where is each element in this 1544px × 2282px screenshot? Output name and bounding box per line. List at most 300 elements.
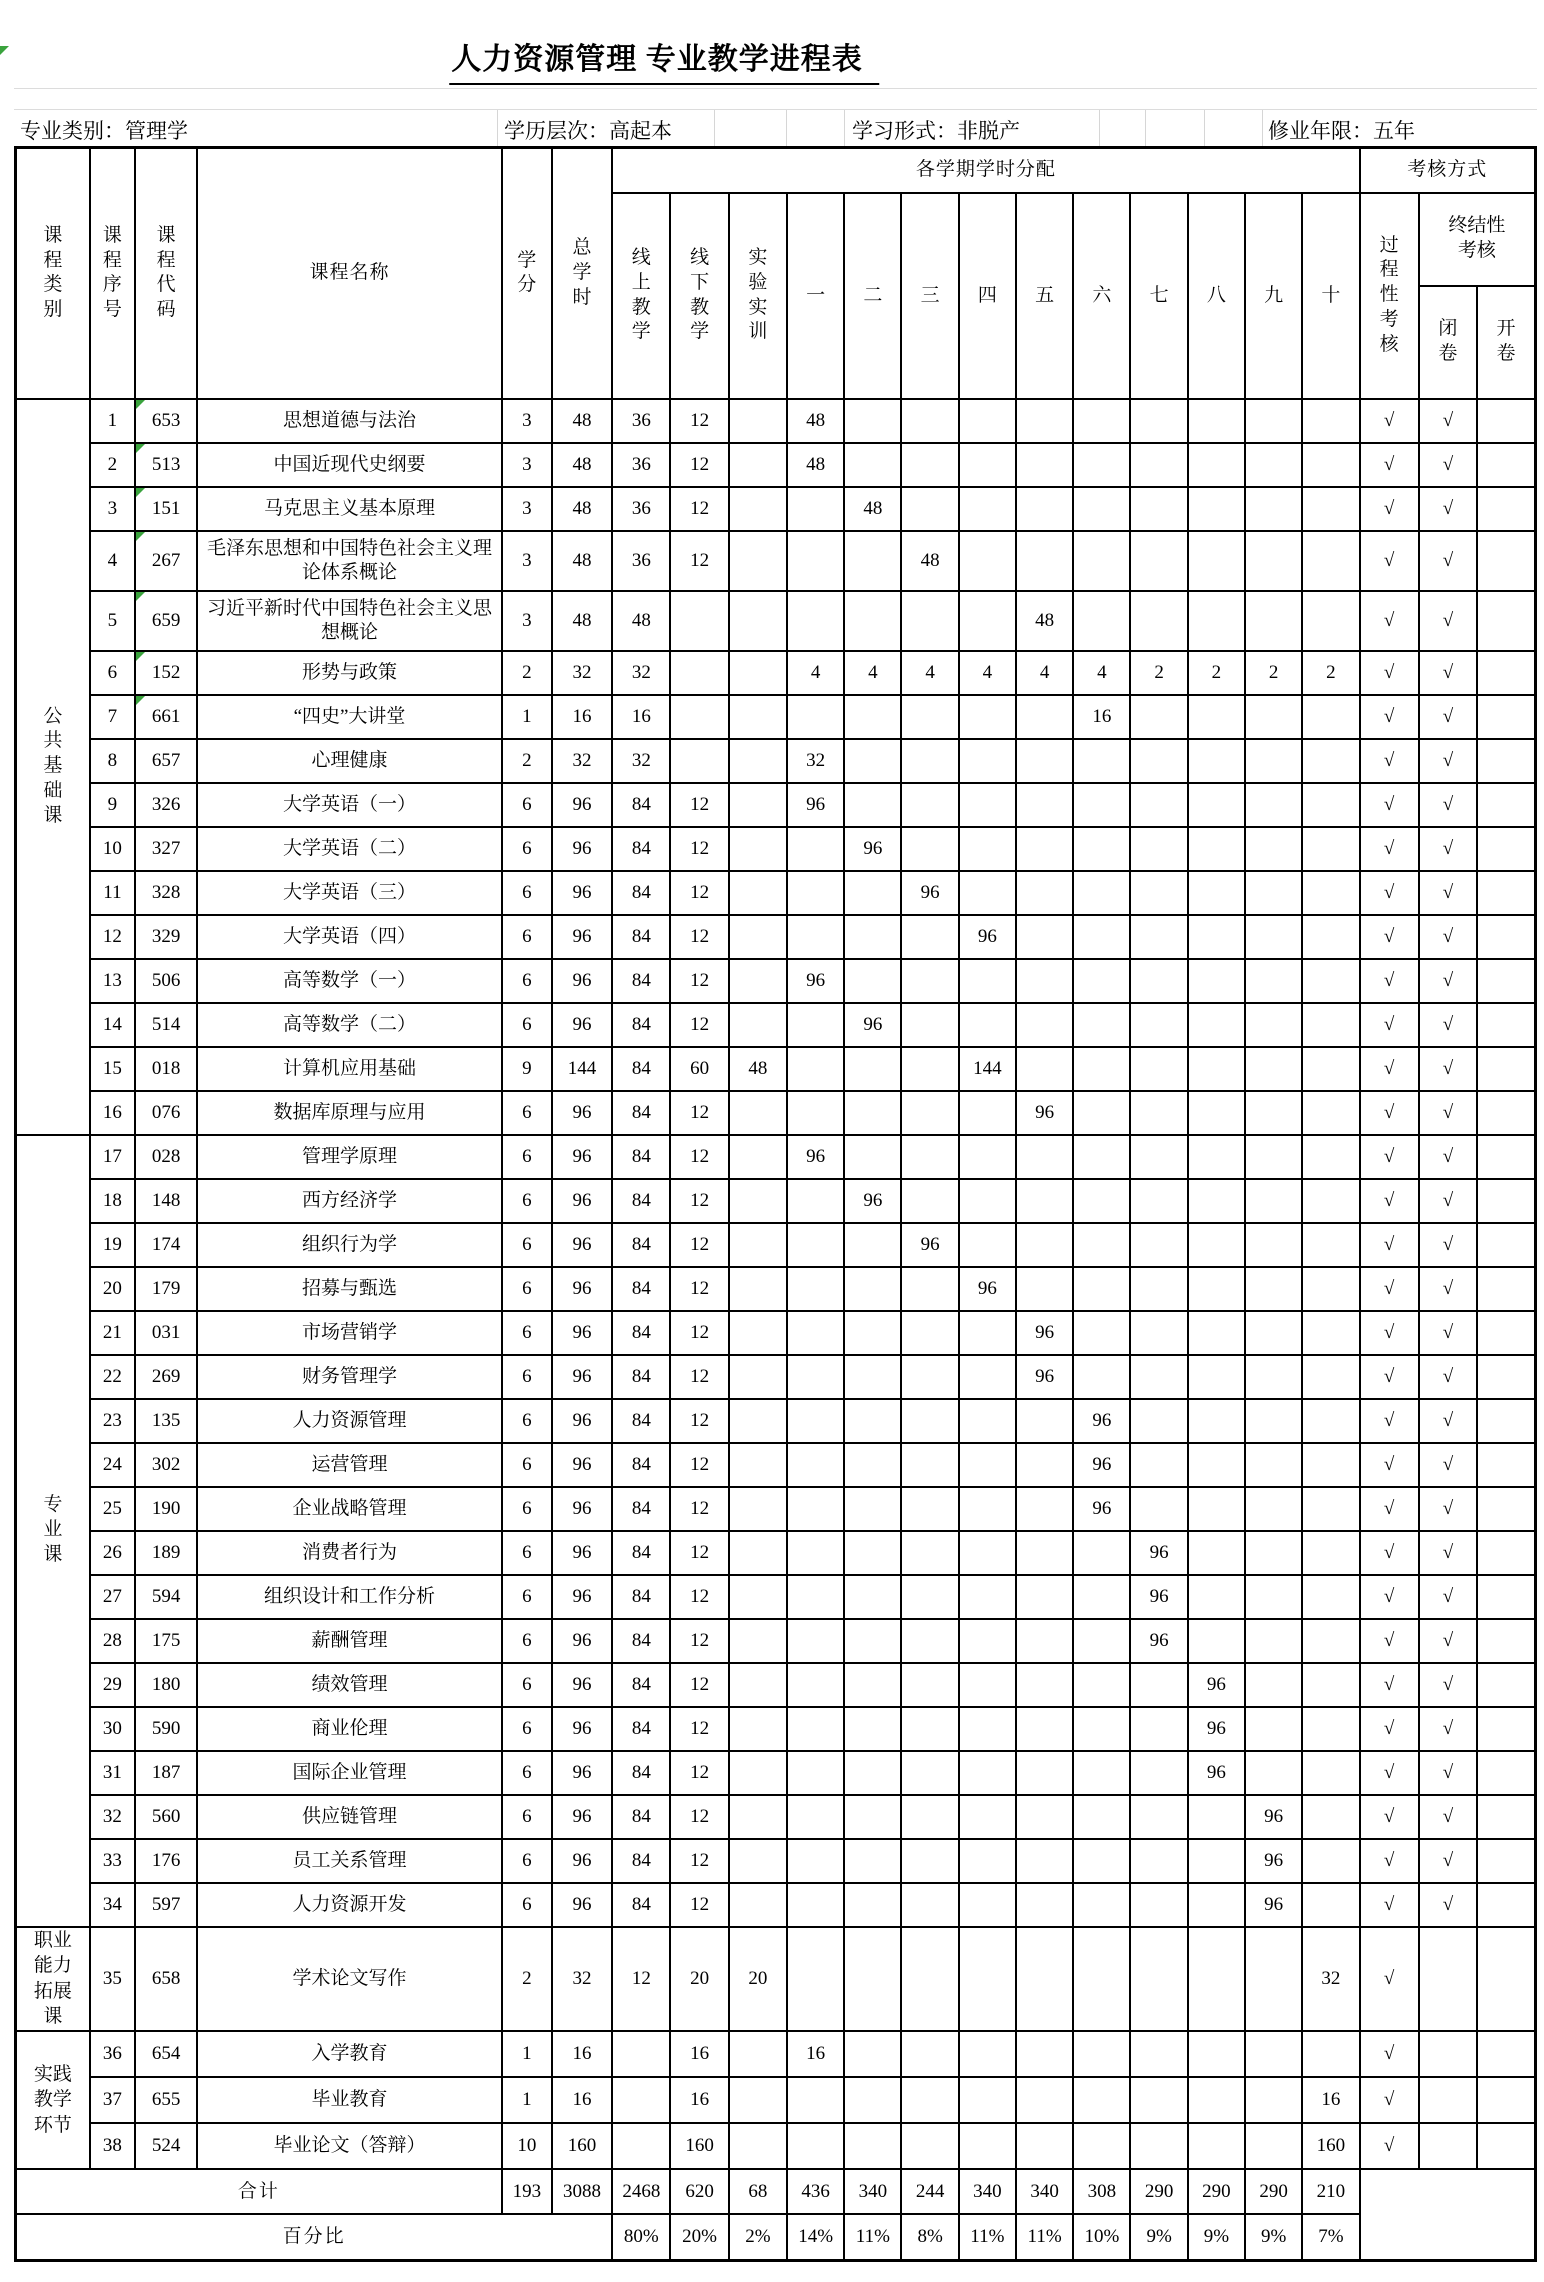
open-book-check-cell bbox=[1477, 1663, 1535, 1707]
semester-hours-cell bbox=[1245, 1751, 1302, 1795]
semester-hours-cell bbox=[959, 1487, 1016, 1531]
semester-hours-cell: 96 bbox=[844, 1003, 901, 1047]
semester-hours-cell bbox=[901, 1839, 958, 1883]
semester-hours-cell bbox=[787, 1927, 844, 2032]
closed-book-check-cell: √ bbox=[1419, 1399, 1477, 1443]
semester-hours-cell bbox=[787, 1355, 844, 1399]
process-check-cell: √ bbox=[1360, 959, 1419, 1003]
semester-hours-cell bbox=[959, 2123, 1016, 2169]
title-row bbox=[14, 10, 1537, 88]
process-check-cell: √ bbox=[1360, 1707, 1419, 1751]
semester-hours-cell bbox=[959, 1575, 1016, 1619]
credits-cell: 6 bbox=[502, 827, 552, 871]
course-name-cell: 员工关系管理 bbox=[197, 1839, 501, 1883]
open-book-check-cell bbox=[1477, 443, 1535, 487]
table-row bbox=[16, 1575, 1536, 1619]
online-hours-cell: 84 bbox=[612, 1179, 670, 1223]
semester-hours-cell bbox=[1302, 1751, 1359, 1795]
credits-cell: 6 bbox=[502, 1619, 552, 1663]
table-row bbox=[16, 1267, 1536, 1311]
semester-hours-cell bbox=[1073, 1135, 1130, 1179]
course-code-cell bbox=[135, 1355, 197, 1399]
semester-hours-cell bbox=[787, 1267, 844, 1311]
process-check-cell: √ bbox=[1360, 1443, 1419, 1487]
grid-line bbox=[1262, 110, 1263, 146]
table-row bbox=[16, 1927, 1536, 2032]
semester-hours-cell bbox=[1130, 1003, 1187, 1047]
course-code-cell bbox=[135, 1619, 197, 1663]
semester-hours-cell bbox=[1188, 915, 1245, 959]
total-hours-cell: 32 bbox=[552, 1927, 612, 2032]
total-hours-cell: 32 bbox=[552, 739, 612, 783]
course-code: 179 bbox=[151, 1277, 181, 1299]
course-name-cell: 心理健康 bbox=[197, 739, 501, 783]
process-check-cell: √ bbox=[1360, 1927, 1419, 2032]
table-row bbox=[16, 1531, 1536, 1575]
semester-hours-cell bbox=[787, 1531, 844, 1575]
lab-hours-cell bbox=[729, 959, 787, 1003]
course-seq-cell: 36 bbox=[90, 2031, 135, 2077]
process-check-cell: √ bbox=[1360, 1663, 1419, 1707]
online-hours-cell bbox=[612, 2077, 670, 2123]
semester-hours-cell bbox=[1302, 871, 1359, 915]
semester-hours-cell bbox=[844, 871, 901, 915]
open-book-check-cell bbox=[1477, 1223, 1535, 1267]
process-check-cell: √ bbox=[1360, 1091, 1419, 1135]
course-category-label: 专业课 bbox=[43, 1494, 63, 1565]
course-code: 175 bbox=[151, 1629, 181, 1651]
process-check-cell: √ bbox=[1360, 1399, 1419, 1443]
semester-hours-cell: 96 bbox=[1073, 1443, 1130, 1487]
semester-hours-cell bbox=[959, 2031, 1016, 2077]
open-book-check-cell bbox=[1477, 1927, 1535, 2032]
course-seq-cell: 15 bbox=[90, 1047, 135, 1091]
closed-book-check-cell: √ bbox=[1419, 783, 1477, 827]
semester-hours-cell bbox=[1245, 1047, 1302, 1091]
process-check-cell: √ bbox=[1360, 443, 1419, 487]
grid-line bbox=[497, 110, 498, 146]
semester-hours-cell bbox=[901, 1179, 958, 1223]
course-code: 327 bbox=[151, 837, 181, 859]
semester-hours-cell: 96 bbox=[1188, 1707, 1245, 1751]
lab-hours-cell bbox=[729, 1531, 787, 1575]
total-hours-cell: 96 bbox=[552, 1839, 612, 1883]
online-hours-cell: 84 bbox=[612, 1487, 670, 1531]
process-check-cell: √ bbox=[1360, 783, 1419, 827]
col-header-process-assessment: 过程性考核 bbox=[1360, 193, 1419, 399]
total-hours-cell: 96 bbox=[552, 1795, 612, 1839]
cell-flag-icon bbox=[136, 532, 145, 541]
course-code: 590 bbox=[151, 1717, 181, 1739]
semester-hours-cell: 96 bbox=[1188, 1663, 1245, 1707]
semester-hours-cell bbox=[1188, 1795, 1245, 1839]
course-code: 654 bbox=[151, 2043, 181, 2065]
semester-hours-cell bbox=[959, 1663, 1016, 1707]
course-code: 514 bbox=[151, 1013, 181, 1035]
semester-hours-cell bbox=[1245, 1399, 1302, 1443]
closed-book-check-cell: √ bbox=[1419, 1355, 1477, 1399]
course-code-cell bbox=[135, 443, 197, 487]
lab-hours-cell bbox=[729, 827, 787, 871]
credits-cell: 6 bbox=[502, 783, 552, 827]
semester-hours-cell bbox=[901, 1927, 958, 2032]
lab-hours-cell: 20 bbox=[729, 1927, 787, 2032]
course-code: 513 bbox=[151, 453, 181, 475]
course-name-cell: 学术论文写作 bbox=[197, 1927, 501, 2032]
credits-cell: 6 bbox=[502, 1399, 552, 1443]
semester-hours-cell bbox=[1302, 1267, 1359, 1311]
online-hours-cell: 36 bbox=[612, 531, 670, 591]
semester-hours-cell bbox=[1073, 1707, 1130, 1751]
credits-cell: 1 bbox=[502, 2031, 552, 2077]
semester-hours-cell: 48 bbox=[787, 399, 844, 443]
col-header-lab: 实验实训 bbox=[729, 193, 787, 399]
semester-hours-cell bbox=[1016, 1795, 1073, 1839]
open-book-check-cell bbox=[1477, 591, 1535, 651]
semester-hours-cell bbox=[1073, 443, 1130, 487]
semester-hours-cell bbox=[1130, 1311, 1187, 1355]
semester-hours-cell bbox=[1302, 1311, 1359, 1355]
semester-hours-cell bbox=[844, 1311, 901, 1355]
semester-hours-cell bbox=[1016, 1399, 1073, 1443]
semester-hours-cell bbox=[787, 1707, 844, 1751]
cell-flag-icon bbox=[136, 652, 145, 661]
semester-hours-cell bbox=[1302, 783, 1359, 827]
semester-hours-cell bbox=[1130, 2077, 1187, 2123]
course-code: 180 bbox=[151, 1673, 181, 1695]
percent-semester-cell: 8% bbox=[901, 2214, 958, 2260]
semester-hours-cell bbox=[844, 1795, 901, 1839]
semester-hours-cell bbox=[787, 2123, 844, 2169]
course-code: 326 bbox=[151, 793, 181, 815]
semester-hours-cell bbox=[787, 1575, 844, 1619]
semester-hours-cell: 48 bbox=[901, 531, 958, 591]
semester-hours-cell bbox=[787, 1619, 844, 1663]
course-code: 328 bbox=[151, 881, 181, 903]
semester-hours-cell bbox=[1130, 739, 1187, 783]
semester-hours-cell bbox=[1130, 1839, 1187, 1883]
semester-hours-cell bbox=[1302, 1531, 1359, 1575]
open-book-check-cell bbox=[1477, 1179, 1535, 1223]
course-code-cell bbox=[135, 487, 197, 531]
process-check-cell: √ bbox=[1360, 695, 1419, 739]
closed-book-check-cell: √ bbox=[1419, 739, 1477, 783]
online-hours-cell: 36 bbox=[612, 487, 670, 531]
semester-hours-cell bbox=[1302, 1707, 1359, 1751]
col-header-semester-2: 二 bbox=[844, 193, 901, 399]
semester-hours-cell bbox=[844, 1751, 901, 1795]
semester-hours-cell bbox=[1130, 827, 1187, 871]
total-hours-cell: 96 bbox=[552, 1883, 612, 1927]
semester-hours-cell bbox=[1302, 1839, 1359, 1883]
semester-hours-cell bbox=[844, 1355, 901, 1399]
cell-flag-icon bbox=[136, 400, 145, 409]
semester-hours-cell bbox=[787, 591, 844, 651]
info-degree-level: 学历层次：高起本 bbox=[504, 119, 672, 143]
course-seq-cell: 21 bbox=[90, 1311, 135, 1355]
semester-hours-cell bbox=[1016, 739, 1073, 783]
course-seq-cell: 22 bbox=[90, 1355, 135, 1399]
semester-hours-cell bbox=[901, 915, 958, 959]
semester-hours-cell bbox=[844, 1135, 901, 1179]
header-semester-group: 各学期学时分配 bbox=[612, 148, 1359, 193]
course-name-cell: 大学英语（四） bbox=[197, 915, 501, 959]
total-hours-cell: 48 bbox=[552, 531, 612, 591]
semester-hours-cell bbox=[1073, 2077, 1130, 2123]
semester-hours-cell bbox=[1073, 1003, 1130, 1047]
semester-hours-cell bbox=[1073, 591, 1130, 651]
offline-hours-cell: 12 bbox=[670, 399, 728, 443]
course-name-cell: 思想道德与法治 bbox=[197, 399, 501, 443]
semester-hours-cell bbox=[1073, 1267, 1130, 1311]
table-row bbox=[16, 2031, 1536, 2077]
semester-hours-cell bbox=[787, 1883, 844, 1927]
semester-hours-cell bbox=[844, 1839, 901, 1883]
course-name-cell: 高等数学（一） bbox=[197, 959, 501, 1003]
col-header-closed-book: 闭卷 bbox=[1419, 286, 1477, 399]
semester-hours-cell bbox=[901, 1619, 958, 1663]
semester-hours-cell bbox=[844, 2077, 901, 2123]
total-hours-cell: 96 bbox=[552, 871, 612, 915]
grid-line bbox=[714, 110, 715, 146]
course-code: 267 bbox=[151, 549, 181, 571]
total-hours-cell: 96 bbox=[552, 1575, 612, 1619]
offline-hours-cell: 12 bbox=[670, 871, 728, 915]
course-code: 659 bbox=[151, 609, 181, 631]
semester-hours-cell bbox=[1188, 1619, 1245, 1663]
open-book-check-cell bbox=[1477, 2123, 1535, 2169]
cell-flag-icon bbox=[0, 46, 9, 55]
semester-hours-cell bbox=[844, 1619, 901, 1663]
closed-book-check-cell: √ bbox=[1419, 1531, 1477, 1575]
semester-hours-cell bbox=[1188, 1443, 1245, 1487]
semester-hours-cell bbox=[1302, 1223, 1359, 1267]
semester-hours-cell bbox=[844, 1223, 901, 1267]
closed-book-check-cell: √ bbox=[1419, 1223, 1477, 1267]
online-hours-cell: 32 bbox=[612, 739, 670, 783]
semester-hours-cell bbox=[1245, 1003, 1302, 1047]
process-check-cell: √ bbox=[1360, 1751, 1419, 1795]
process-check-cell: √ bbox=[1360, 399, 1419, 443]
semester-hours-cell bbox=[959, 443, 1016, 487]
percent-semester-cell: 9% bbox=[1188, 2214, 1245, 2260]
semester-hours-cell bbox=[787, 1223, 844, 1267]
lab-hours-cell bbox=[729, 1795, 787, 1839]
course-code-cell bbox=[135, 1443, 197, 1487]
semester-hours-cell bbox=[1130, 915, 1187, 959]
percent-label-cell: 百分比 bbox=[16, 2214, 613, 2260]
lab-hours-cell bbox=[729, 1267, 787, 1311]
credits-cell: 10 bbox=[502, 2123, 552, 2169]
semester-hours-cell bbox=[1302, 1575, 1359, 1619]
open-book-check-cell bbox=[1477, 1619, 1535, 1663]
course-code: 148 bbox=[151, 1189, 181, 1211]
process-check-cell: √ bbox=[1360, 1003, 1419, 1047]
semester-hours-cell bbox=[1016, 487, 1073, 531]
semester-hours-cell: 16 bbox=[787, 2031, 844, 2077]
course-seq-cell: 8 bbox=[90, 739, 135, 783]
course-name-cell: 毕业论文（答辩） bbox=[197, 2123, 501, 2169]
table-row bbox=[16, 1355, 1536, 1399]
closed-book-check-cell: √ bbox=[1419, 1619, 1477, 1663]
offline-hours-cell: 12 bbox=[670, 1883, 728, 1927]
course-code-cell bbox=[135, 399, 197, 443]
open-book-check-cell bbox=[1477, 1839, 1535, 1883]
semester-hours-cell bbox=[1016, 1443, 1073, 1487]
semester-hours-cell bbox=[959, 1927, 1016, 2032]
offline-hours-cell: 12 bbox=[670, 1223, 728, 1267]
semester-hours-cell bbox=[1302, 487, 1359, 531]
credits-cell: 6 bbox=[502, 1443, 552, 1487]
process-check-cell: √ bbox=[1360, 2123, 1419, 2169]
semester-hours-cell bbox=[1016, 695, 1073, 739]
semester-hours-cell: 96 bbox=[1073, 1487, 1130, 1531]
semester-hours-cell bbox=[959, 1707, 1016, 1751]
offline-hours-cell: 16 bbox=[670, 2031, 728, 2077]
semester-hours-cell: 96 bbox=[1188, 1751, 1245, 1795]
course-name-cell: 马克思主义基本原理 bbox=[197, 487, 501, 531]
credits-cell: 6 bbox=[502, 915, 552, 959]
credits-cell: 1 bbox=[502, 2077, 552, 2123]
semester-hours-cell bbox=[1245, 1663, 1302, 1707]
semester-hours-cell bbox=[844, 1443, 901, 1487]
lab-hours-cell bbox=[729, 531, 787, 591]
course-code: 018 bbox=[151, 1057, 181, 1079]
semester-hours-cell: 4 bbox=[901, 651, 958, 695]
totals-semester-cell: 290 bbox=[1245, 2169, 1302, 2214]
course-code: 028 bbox=[151, 1145, 181, 1167]
total-hours-cell: 96 bbox=[552, 1443, 612, 1487]
online-hours-cell: 32 bbox=[612, 651, 670, 695]
lab-hours-cell bbox=[729, 1751, 787, 1795]
closed-book-check-cell: √ bbox=[1419, 1047, 1477, 1091]
course-seq-cell: 4 bbox=[90, 531, 135, 591]
semester-hours-cell bbox=[1016, 531, 1073, 591]
table-row bbox=[16, 959, 1536, 1003]
semester-hours-cell bbox=[1245, 1707, 1302, 1751]
semester-hours-cell bbox=[844, 739, 901, 783]
semester-hours-cell bbox=[1188, 1575, 1245, 1619]
open-book-check-cell bbox=[1477, 1135, 1535, 1179]
online-hours-cell bbox=[612, 2031, 670, 2077]
course-name-cell: 绩效管理 bbox=[197, 1663, 501, 1707]
percent-semester-cell: 10% bbox=[1073, 2214, 1130, 2260]
course-category-label: 实践教学环节 bbox=[33, 2063, 72, 2136]
lab-hours-cell bbox=[729, 1355, 787, 1399]
credits-cell: 6 bbox=[502, 1003, 552, 1047]
table-row bbox=[16, 783, 1536, 827]
course-name-cell: 组织行为学 bbox=[197, 1223, 501, 1267]
semester-hours-cell bbox=[1130, 1091, 1187, 1135]
semester-hours-cell bbox=[1302, 2031, 1359, 2077]
open-book-check-cell bbox=[1477, 1487, 1535, 1531]
semester-hours-cell bbox=[787, 1839, 844, 1883]
semester-hours-cell bbox=[1016, 1135, 1073, 1179]
course-code-cell bbox=[135, 871, 197, 915]
col-header-online: 线上教学 bbox=[612, 193, 670, 399]
percent-semester-cell: 7% bbox=[1302, 2214, 1359, 2260]
totals-offline-cell: 620 bbox=[670, 2169, 728, 2214]
semester-hours-cell bbox=[959, 827, 1016, 871]
semester-hours-cell bbox=[1016, 1707, 1073, 1751]
semester-hours-cell bbox=[1302, 959, 1359, 1003]
course-category-cell bbox=[16, 1135, 90, 1927]
lab-hours-cell bbox=[729, 1399, 787, 1443]
offline-hours-cell: 12 bbox=[670, 1839, 728, 1883]
online-hours-cell: 84 bbox=[612, 1091, 670, 1135]
course-code: 189 bbox=[151, 1541, 181, 1563]
semester-hours-cell bbox=[787, 1487, 844, 1531]
table-row bbox=[16, 1487, 1536, 1531]
process-check-cell: √ bbox=[1360, 1355, 1419, 1399]
closed-book-check-cell bbox=[1419, 1927, 1477, 2032]
semester-hours-cell bbox=[1073, 1355, 1130, 1399]
semester-hours-cell bbox=[901, 695, 958, 739]
closed-book-check-cell: √ bbox=[1419, 1311, 1477, 1355]
semester-hours-cell bbox=[959, 871, 1016, 915]
table-row bbox=[16, 827, 1536, 871]
course-seq-cell: 25 bbox=[90, 1487, 135, 1531]
semester-hours-cell bbox=[844, 1663, 901, 1707]
course-seq-cell: 11 bbox=[90, 871, 135, 915]
total-hours-cell: 160 bbox=[552, 2123, 612, 2169]
closed-book-check-cell: √ bbox=[1419, 487, 1477, 531]
lab-hours-cell bbox=[729, 591, 787, 651]
semester-hours-cell bbox=[787, 1751, 844, 1795]
closed-book-check-cell: √ bbox=[1419, 1179, 1477, 1223]
course-seq-cell: 30 bbox=[90, 1707, 135, 1751]
semester-hours-cell bbox=[959, 1091, 1016, 1135]
process-check-cell: √ bbox=[1360, 531, 1419, 591]
course-code-cell bbox=[135, 1531, 197, 1575]
online-hours-cell: 36 bbox=[612, 399, 670, 443]
course-code: 174 bbox=[151, 1233, 181, 1255]
semester-hours-cell bbox=[1130, 695, 1187, 739]
semester-hours-cell bbox=[1130, 1223, 1187, 1267]
table-row bbox=[16, 1179, 1536, 1223]
semester-hours-cell bbox=[1130, 1927, 1187, 2032]
semester-hours-cell bbox=[901, 487, 958, 531]
semester-hours-cell: 96 bbox=[901, 871, 958, 915]
info-bar bbox=[14, 110, 1537, 146]
online-hours-cell bbox=[612, 2123, 670, 2169]
lab-hours-cell bbox=[729, 399, 787, 443]
table-row bbox=[16, 2123, 1536, 2169]
offline-hours-cell: 12 bbox=[670, 783, 728, 827]
table-row bbox=[16, 399, 1536, 443]
total-hours-cell: 96 bbox=[552, 1223, 612, 1267]
totals-hours-cell: 3088 bbox=[552, 2169, 612, 2214]
semester-hours-cell bbox=[1073, 871, 1130, 915]
semester-hours-cell bbox=[1188, 591, 1245, 651]
process-check-cell: √ bbox=[1360, 1223, 1419, 1267]
lab-hours-cell bbox=[729, 1135, 787, 1179]
online-hours-cell: 84 bbox=[612, 1443, 670, 1487]
offline-hours-cell: 60 bbox=[670, 1047, 728, 1091]
semester-hours-cell bbox=[1245, 1267, 1302, 1311]
total-hours-cell: 96 bbox=[552, 1355, 612, 1399]
semester-hours-cell bbox=[844, 915, 901, 959]
online-hours-cell: 84 bbox=[612, 1751, 670, 1795]
course-code-cell bbox=[135, 1135, 197, 1179]
course-category-label: 公共基础课 bbox=[43, 705, 63, 826]
semester-hours-cell bbox=[1130, 871, 1187, 915]
semester-hours-cell bbox=[1130, 1751, 1187, 1795]
semester-hours-cell bbox=[1188, 531, 1245, 591]
semester-hours-cell bbox=[844, 695, 901, 739]
table-row bbox=[16, 1091, 1536, 1135]
semester-hours-cell bbox=[844, 1707, 901, 1751]
